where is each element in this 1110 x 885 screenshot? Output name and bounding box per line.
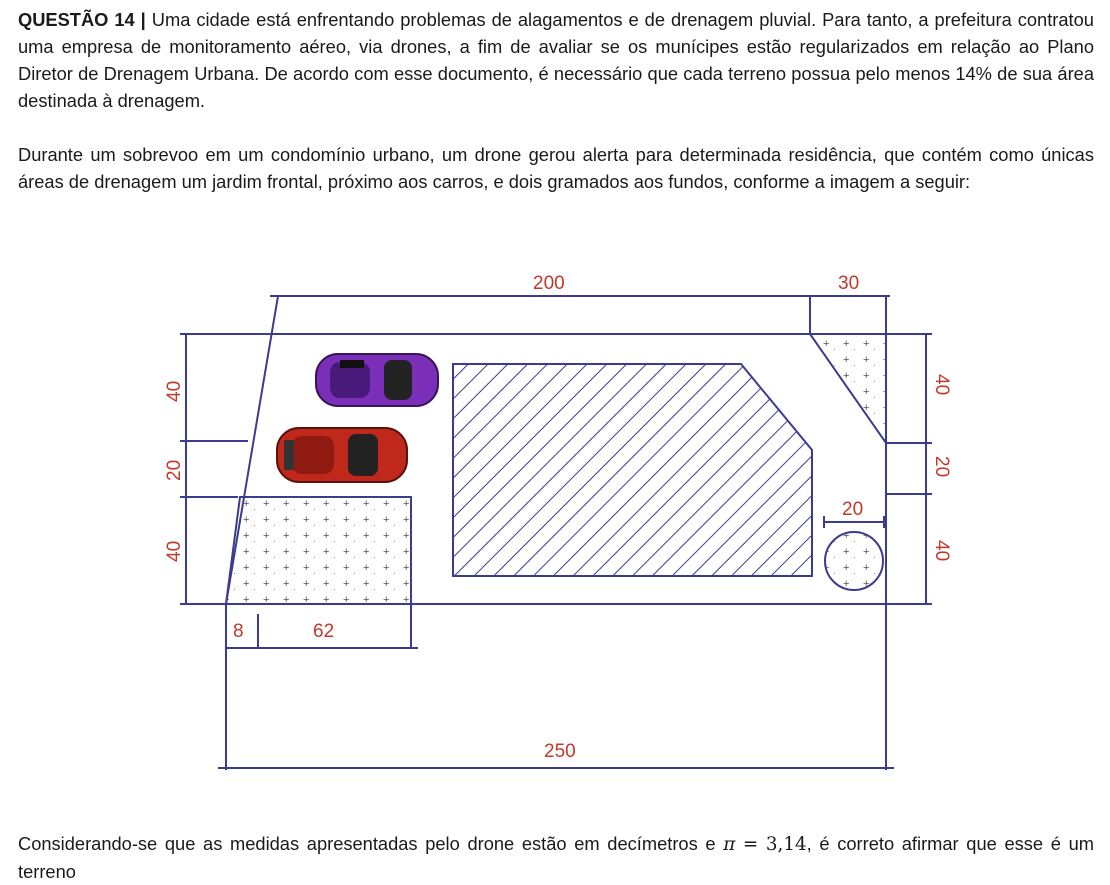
dim-right-top: 40	[931, 374, 952, 396]
back-lawn-triangle	[810, 334, 886, 443]
question-closing: Considerando-se que as medidas apresentadas pelo drone estão em decímetros e π = 3,14, é correto afirmar que esse é um terreno	[18, 833, 1094, 882]
red-car	[277, 428, 407, 482]
dim-left-bottom: 40	[164, 540, 185, 562]
dim-circle-diameter: 20	[842, 499, 864, 520]
purple-car	[316, 354, 438, 406]
dim-garden-offset: 8	[233, 621, 244, 642]
dim-right-bottom: 40	[931, 540, 952, 562]
top-dimension-lines	[270, 296, 890, 334]
dim-left-middle: 20	[164, 459, 185, 481]
question-label: QUESTÃO 14 |	[18, 9, 146, 30]
question-context: Durante um sobrevoo em um condomínio urbano, um drone gerou alerta para determinada residência, que contém como únicas áreas de drenagem um jardim frontal, próximo aos carros, e dois gramados aos fundos, conforme a imagem a seguir:	[18, 144, 1094, 192]
dim-left-top: 40	[164, 380, 185, 402]
pi-symbol: π	[723, 834, 736, 855]
dim-top-right: 30	[838, 273, 860, 294]
house	[453, 364, 812, 576]
dim-total-width: 250	[544, 741, 576, 762]
dim-right-middle: 20	[931, 456, 952, 478]
right-dimension-lines	[886, 334, 932, 604]
dim-garden-width: 62	[313, 621, 335, 642]
question-intro: Uma cidade está enfrentando problemas de alagamentos e de drenagem pluvial. Para tanto, a prefeitura contratou uma empresa de monitoramento aéreo, via drones, a fim de avaliar se os munícipes estão regularizados em relação ao Plano Diretor de Drenagem Urbana. De acordo com esse documento, é necessário que cada terreno possua pelo menos 14% de sua área destinada à drenagem.	[18, 9, 1094, 111]
front-garden	[226, 497, 411, 604]
pi-value: 3,14	[765, 834, 807, 855]
dim-top-width: 200	[533, 273, 565, 294]
back-lawn-circle	[825, 532, 883, 590]
